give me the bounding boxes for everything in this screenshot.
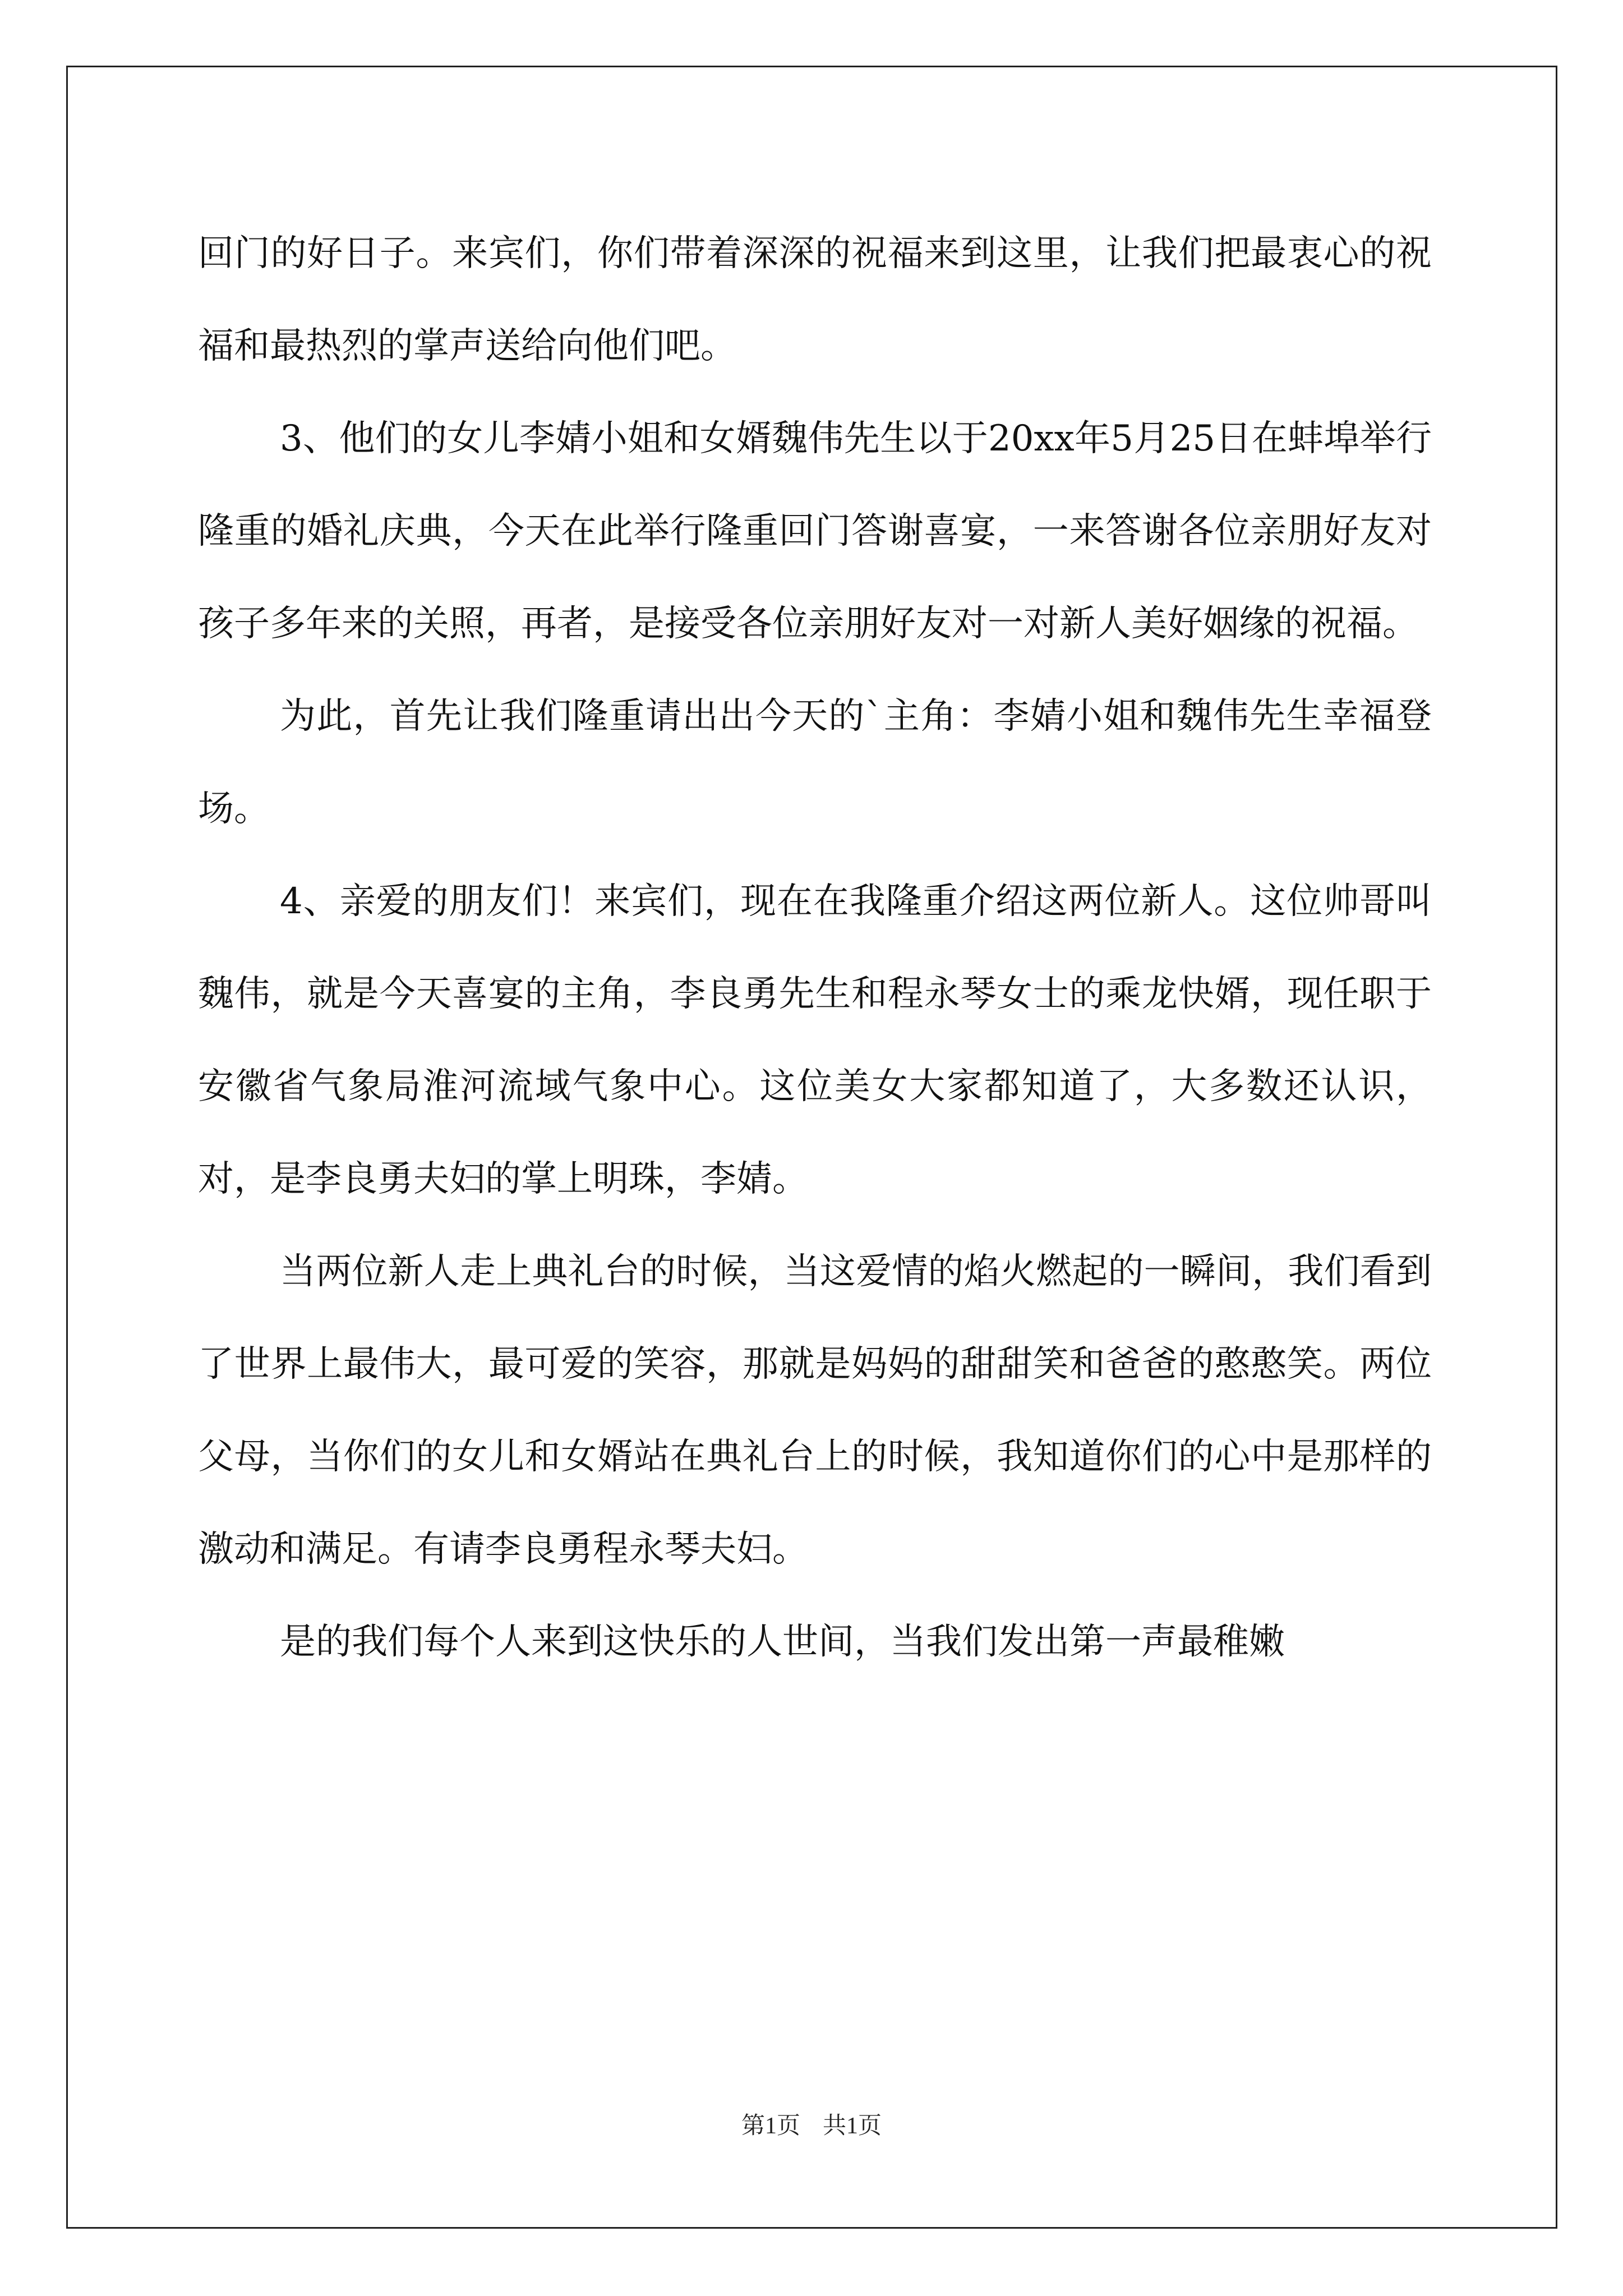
- document-body: [198, 208, 1432, 1688]
- paragraph-5: 当两位新人走上典礼台的时候，当这爱情的焰火燃起的一瞬间，我们看到了世界上最伟大，最可爱的笑容，那就是妈妈的甜甜笑和爸爸的憨憨笑。两位父母，当你们的女儿和女婿站在典礼台上的时候，我知道你们的心中是那样的激动和满足。有请李良勇程永琴夫妇。: [198, 1251, 1432, 1570]
- page-total: 共1页: [823, 2113, 882, 2139]
- paragraph-6: 是的我们每个人来到这快乐的人世间，当我们发出第一声最稚嫩: [280, 1621, 1285, 1663]
- paragraph-3: 为此，首先让我们隆重请出出今天的`主角：李婧小姐和魏伟先生幸福登场。: [198, 696, 1432, 830]
- paragraph-1: 回门的好日子。来宾们，你们带着深深的祝福来到这里，让我们把最衷心的祝福和最热烈的掌声送给向他们吧。: [198, 233, 1432, 367]
- paragraph-2: 3、他们的女儿李婧小姐和女婿魏伟先生以于20xx年5月25日在蚌埠举行隆重的婚礼庆典，今天在此举行隆重回门答谢喜宴，一来答谢各位亲朋好友对孩子多年来的关照，再者，是接受各位亲朋好友对一对新人美好姻缘的祝福。: [198, 418, 1432, 645]
- paragraph-4: 4、亲爱的朋友们！来宾们，现在在我隆重介绍这两位新人。这位帅哥叫魏伟，就是今天喜宴的主角，李良勇先生和程永琴女士的乘龙快婿，现任职于安徽省气象局淮河流域气象中心。这位美女大家都知道了，大多数还认识，对，是李良勇夫妇的掌上明珠，李婧。: [198, 881, 1432, 1200]
- page-footer: [0, 2109, 1623, 2143]
- page-number: 第1页: [741, 2113, 800, 2139]
